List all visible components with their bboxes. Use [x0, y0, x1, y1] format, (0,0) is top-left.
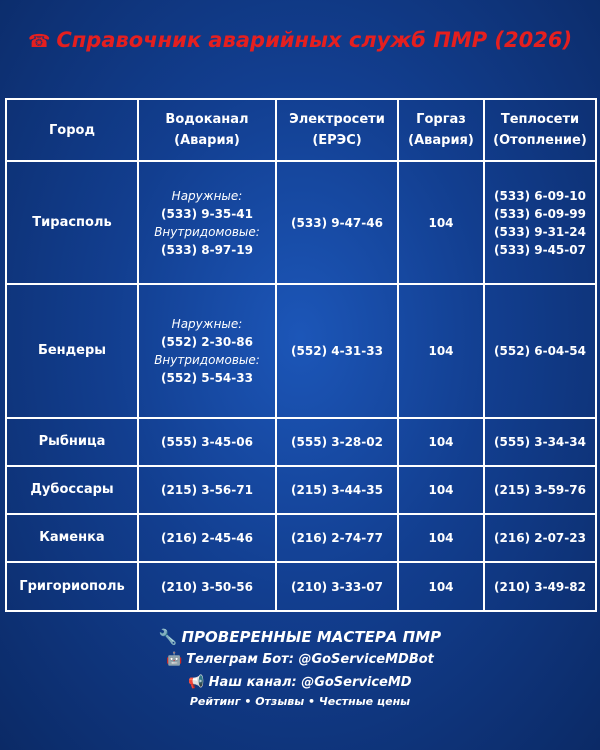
electric-cell: (552) 4-31-33 — [276, 284, 398, 418]
city-cell: Григориополь — [6, 562, 138, 611]
city-cell: Рыбница — [6, 418, 138, 466]
electric-cell: (216) 2-74-77 — [276, 514, 398, 562]
water-cell: Наружные: (552) 2-30-86 Внутридомовые: (552) 5-54-33 — [138, 284, 276, 418]
footer-masters: 🔧 ПРОВЕРЕННЫЕ МАСТЕРА ПМР — [158, 628, 442, 646]
city-cell: Тирасполь — [6, 161, 138, 284]
heat-cell: (552) 6-04-54 — [484, 284, 596, 418]
gas-cell: 104 — [398, 514, 484, 562]
gas-cell: 104 — [398, 161, 484, 284]
wrench-icon: 🔧 — [158, 628, 178, 646]
electric-cell: (555) 3-28-02 — [276, 418, 398, 466]
water-cell: (215) 3-56-71 — [138, 466, 276, 514]
footer-bot[interactable]: 🤖 Телеграм Бот: @GoServiceMDBot — [166, 652, 434, 667]
city-cell: Бендеры — [6, 284, 138, 418]
heat-cell: (555) 3-34-34 — [484, 418, 596, 466]
city-cell: Каменка — [6, 514, 138, 562]
electric-cell: (215) 3-44-35 — [276, 466, 398, 514]
header-electric: Электросети (ЕРЭС) — [276, 99, 398, 161]
page-title — [0, 28, 600, 52]
table-row — [6, 562, 596, 611]
water-cell: (555) 3-45-06 — [138, 418, 276, 466]
city-cell: Дубоссары — [6, 466, 138, 514]
telephone-icon: ☎ — [27, 31, 51, 52]
table-row — [6, 514, 596, 562]
table-row — [6, 284, 596, 418]
header-gas: Горгаз (Авария) — [398, 99, 484, 161]
heat-cell: (216) 2-07-23 — [484, 514, 596, 562]
gas-cell: 104 — [398, 284, 484, 418]
title-text: Справочник аварийных служб ПМР (2026) — [56, 28, 573, 52]
gas-cell: 104 — [398, 418, 484, 466]
water-cell: (210) 3-50-56 — [138, 562, 276, 611]
heat-cell: (215) 3-59-76 — [484, 466, 596, 514]
water-cell: (216) 2-45-46 — [138, 514, 276, 562]
header-heat: Теплосети (Отопление) — [484, 99, 596, 161]
table-row — [6, 418, 596, 466]
gas-cell: 104 — [398, 466, 484, 514]
header-city: Город — [6, 99, 138, 161]
table-row — [6, 466, 596, 514]
megaphone-icon: 📢 — [188, 675, 205, 690]
emergency-table — [5, 98, 597, 612]
footer-tagline: Рейтинг • Отзывы • Честные цены — [189, 695, 411, 708]
robot-icon: 🤖 — [166, 652, 183, 667]
heat-cell: (533) 6-09-10 (533) 6-09-99 (533) 9-31-24 (533) 9-45-07 — [484, 161, 596, 284]
gas-cell: 104 — [398, 562, 484, 611]
water-cell: Наружные: (533) 9-35-41 Внутридомовые: (533) 8-97-19 — [138, 161, 276, 284]
electric-cell: (210) 3-33-07 — [276, 562, 398, 611]
footer-channel[interactable]: 📢 Наш канал: @GoServiceMD — [188, 675, 412, 690]
header-water: Водоканал (Авария) — [138, 99, 276, 161]
header-row — [6, 99, 596, 161]
table-row — [6, 161, 596, 284]
electric-cell: (533) 9-47-46 — [276, 161, 398, 284]
heat-cell: (210) 3-49-82 — [484, 562, 596, 611]
